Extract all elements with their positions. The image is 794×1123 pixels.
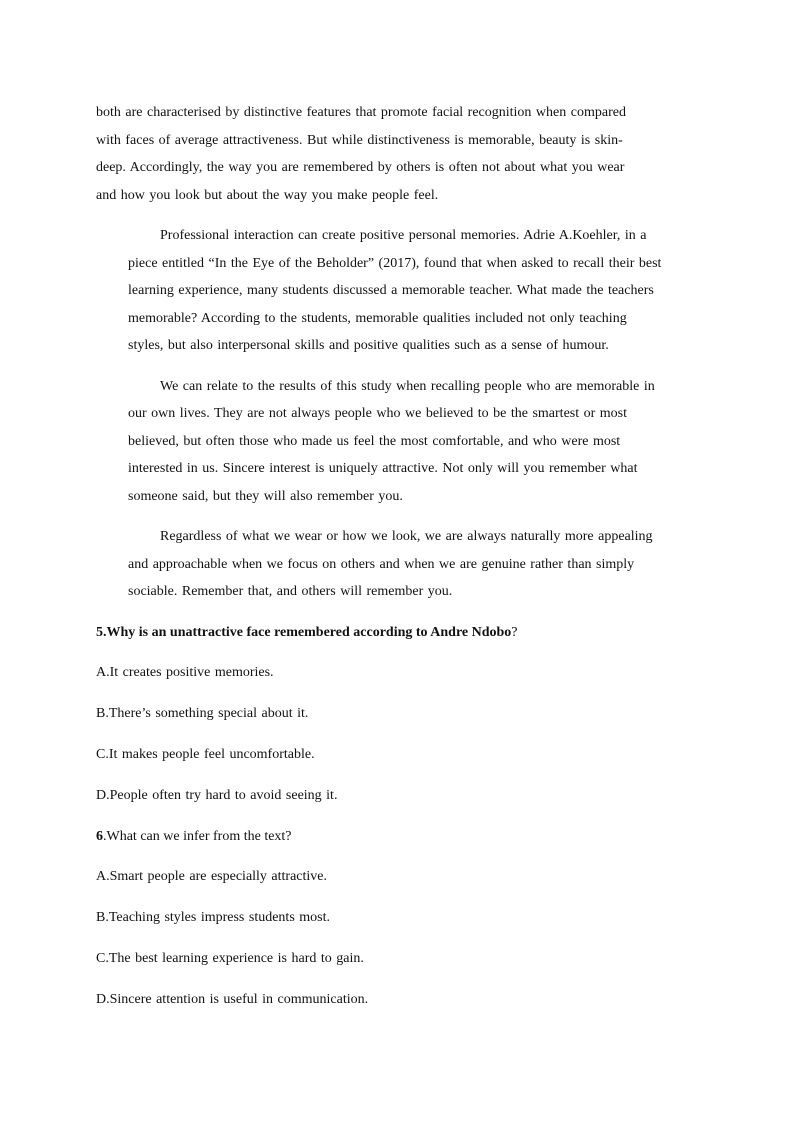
passage-line: interested in us. Sincere interest is uniquely attractive. Not only will you remember what [128, 461, 638, 476]
passage-line: piece entitled “In the Eye of the Beholder” (2017), found that when asked to recall their best [128, 255, 662, 271]
passage-line: and how you look but about the way you make people feel. [96, 187, 439, 203]
passage-line: both are characterised by distinctive features that promote facial recognition when compared [96, 105, 626, 120]
answer-option-c: C.It makes people feel uncomfortable. [96, 746, 315, 762]
passage-line: memorable? According to the students, memorable qualities included not only teaching [128, 310, 627, 326]
passage-line: Regardless of what we wear or how we look, we are always naturally more appealing [160, 529, 653, 544]
question-number: 6 [96, 828, 103, 844]
document-content [96, 99, 690, 1027]
passage-line: deep. Accordingly, the way you are remembered by others is often not about what you wear [96, 160, 625, 175]
answer-option-d: D.People often try hard to avoid seeing it. [96, 787, 338, 803]
passage-line: and approachable when we focus on others and when we are genuine rather than simply [128, 556, 635, 572]
answer-option-a: A.It creates positive memories. [96, 664, 274, 680]
answer-option-c: C.The best learning experience is hard to gain. [96, 950, 364, 966]
question-stem: .Why is an unattractive face remembered according to Andre Ndobo [103, 624, 512, 640]
passage-paragraph-3 [96, 373, 690, 511]
passage-line: our own lives. They are not always people who we believed to be the smartest or most [128, 406, 628, 421]
question-stem-end: ? [511, 624, 518, 640]
passage-paragraph-4 [96, 523, 690, 606]
question-number: 5 [96, 624, 103, 640]
passage-paragraph-1 [96, 99, 690, 209]
question-5 [96, 619, 690, 647]
passage-line: believed, but often those who made us feel the most comfortable, and who were most [128, 433, 621, 449]
passage-line: styles, but also interpersonal skills and positive qualities such as a sense of humour. [128, 338, 609, 353]
answer-option-d: D.Sincere attention is useful in communication. [96, 991, 369, 1007]
passage-line: Professional interaction can create positive personal memories. Adrie A.Koehler, in a [160, 228, 647, 243]
answer-option-b: B.Teaching styles impress students most. [96, 909, 331, 925]
question-stem: .What can we infer from the text? [103, 828, 292, 844]
passage-line: sociable. Remember that, and others will remember you. [128, 584, 453, 599]
passage-line: with faces of average attractiveness. But while distinctiveness is memorable, beauty is skin- [96, 132, 623, 148]
passage-paragraph-2 [96, 222, 690, 360]
answer-option-a: A.Smart people are especially attractive. [96, 868, 328, 884]
passage-line: learning experience, many students discussed a memorable teacher. What made the teachers [128, 283, 654, 298]
passage-line: someone said, but they will also remember you. [128, 488, 403, 504]
question-6 [96, 823, 690, 851]
passage-line: We can relate to the results of this study when recalling people who are memorable in [160, 378, 655, 394]
answer-option-b: B.There’s something special about it. [96, 705, 309, 721]
